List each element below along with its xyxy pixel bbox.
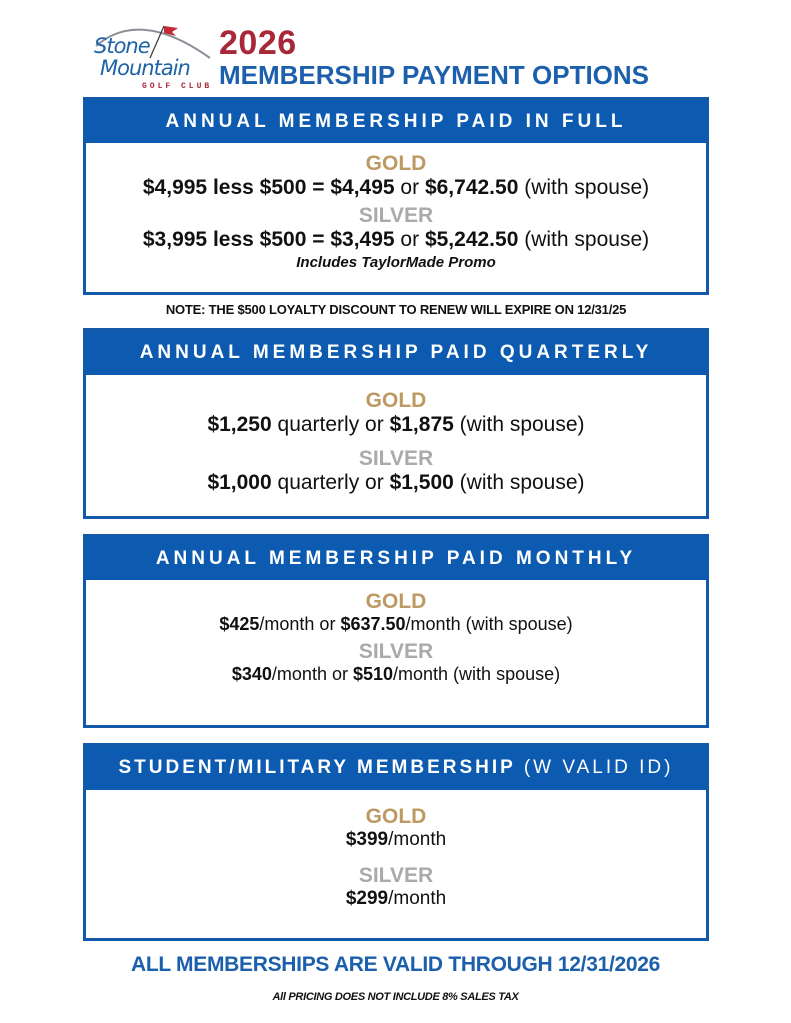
- price-line-silver: [86, 663, 706, 686]
- price-line-gold: [86, 828, 706, 852]
- section-paid-quarterly: [83, 328, 709, 519]
- price-discount: $500: [259, 228, 307, 252]
- spouse-note: /month (with spouse): [405, 614, 573, 635]
- price-base: $4,995: [142, 176, 208, 200]
- logo-text-mountain: Mountain: [100, 56, 190, 80]
- logo-text-golf-club: GOLF CLUB: [142, 82, 213, 91]
- price-spouse: $5,242.50: [424, 228, 519, 252]
- spouse-note: /month (with spouse): [393, 663, 561, 684]
- logo: [90, 16, 215, 94]
- price-line-silver: [86, 470, 706, 496]
- price-line-silver: [86, 227, 706, 253]
- or-word: or: [400, 228, 420, 252]
- tier-label-gold: GOLD: [365, 590, 427, 613]
- tier-label-silver: SILVER: [358, 447, 434, 471]
- price: $299: [345, 887, 389, 909]
- price-discount: $500: [259, 176, 307, 200]
- price-net: $4,495: [330, 176, 395, 200]
- price: $399: [345, 829, 389, 851]
- section-title: ANNUAL MEMBERSHIP PAID QUARTERLY: [139, 342, 653, 363]
- section-header: [86, 331, 706, 375]
- tier-label-silver: SILVER: [358, 639, 434, 663]
- tier-label-gold: GOLD: [365, 805, 427, 828]
- section-paid-monthly: [83, 534, 709, 728]
- section-header: [86, 537, 706, 580]
- tier-label-gold: GOLD: [365, 152, 427, 175]
- spouse-note: (with spouse): [459, 413, 585, 437]
- price: $425: [219, 614, 260, 635]
- price-spouse: $510: [352, 663, 394, 684]
- promo-text: Includes TaylorMade Promo: [296, 253, 496, 271]
- sales-tax-note: All PRICING DOES NOT INCLUDE 8% SALES TAX: [272, 991, 519, 1003]
- section-paid-in-full: [83, 97, 709, 295]
- tier-label-silver: SILVER: [358, 863, 434, 887]
- section-title-suffix: (W VALID ID): [523, 757, 674, 778]
- price-line-silver: [86, 887, 706, 911]
- tier-label-gold: GOLD: [365, 389, 427, 412]
- price-net: $3,495: [330, 228, 395, 252]
- or-word: or: [400, 176, 420, 200]
- spouse-note: (with spouse): [524, 228, 650, 252]
- price: $340: [231, 663, 272, 684]
- price-base: $3,995: [142, 228, 208, 252]
- tier-label-silver: SILVER: [358, 204, 434, 228]
- period-text: /month: [388, 887, 447, 909]
- validity-statement: ALL MEMBERSHIPS ARE VALID THROUGH 12/31/2026: [130, 953, 661, 976]
- spouse-note: (with spouse): [459, 471, 585, 495]
- section-student-military: [83, 743, 709, 941]
- period-text: quarterly or: [277, 471, 384, 495]
- equals-sign: =: [312, 176, 325, 200]
- price-line-gold: [86, 412, 706, 438]
- section-header: [86, 746, 706, 790]
- logo-text-stone: Stone: [94, 34, 150, 58]
- period-text: /month: [388, 829, 447, 851]
- price: $1,000: [207, 471, 272, 495]
- price-spouse: $1,500: [389, 471, 454, 495]
- less-word: less: [212, 176, 254, 200]
- equals-sign: =: [312, 228, 325, 252]
- less-word: less: [212, 228, 254, 252]
- section-title: ANNUAL MEMBERSHIP PAID MONTHLY: [155, 547, 637, 569]
- page-title: MEMBERSHIP PAYMENT OPTIONS: [219, 60, 650, 90]
- price: $1,250: [207, 413, 272, 437]
- section-title: STUDENT/MILITARY MEMBERSHIP: [118, 757, 516, 778]
- price-spouse: $1,875: [389, 413, 454, 437]
- loyalty-discount-note: NOTE: THE $500 LOYALTY DISCOUNT TO RENEW WILL EXPIRE ON 12/31/25: [165, 302, 627, 317]
- section-header: [86, 100, 706, 143]
- period-text: quarterly or: [277, 413, 384, 437]
- section-title: ANNUAL MEMBERSHIP PAID IN FULL: [165, 110, 627, 132]
- price-line-gold: [86, 613, 706, 636]
- price-line-gold: [86, 175, 706, 201]
- price-spouse: $6,742.50: [424, 176, 519, 200]
- price-spouse: $637.50: [340, 614, 406, 635]
- period-text: /month or: [271, 663, 348, 684]
- spouse-note: (with spouse): [524, 176, 650, 200]
- page-title-year: 2026: [219, 24, 297, 62]
- period-text: /month or: [259, 614, 336, 635]
